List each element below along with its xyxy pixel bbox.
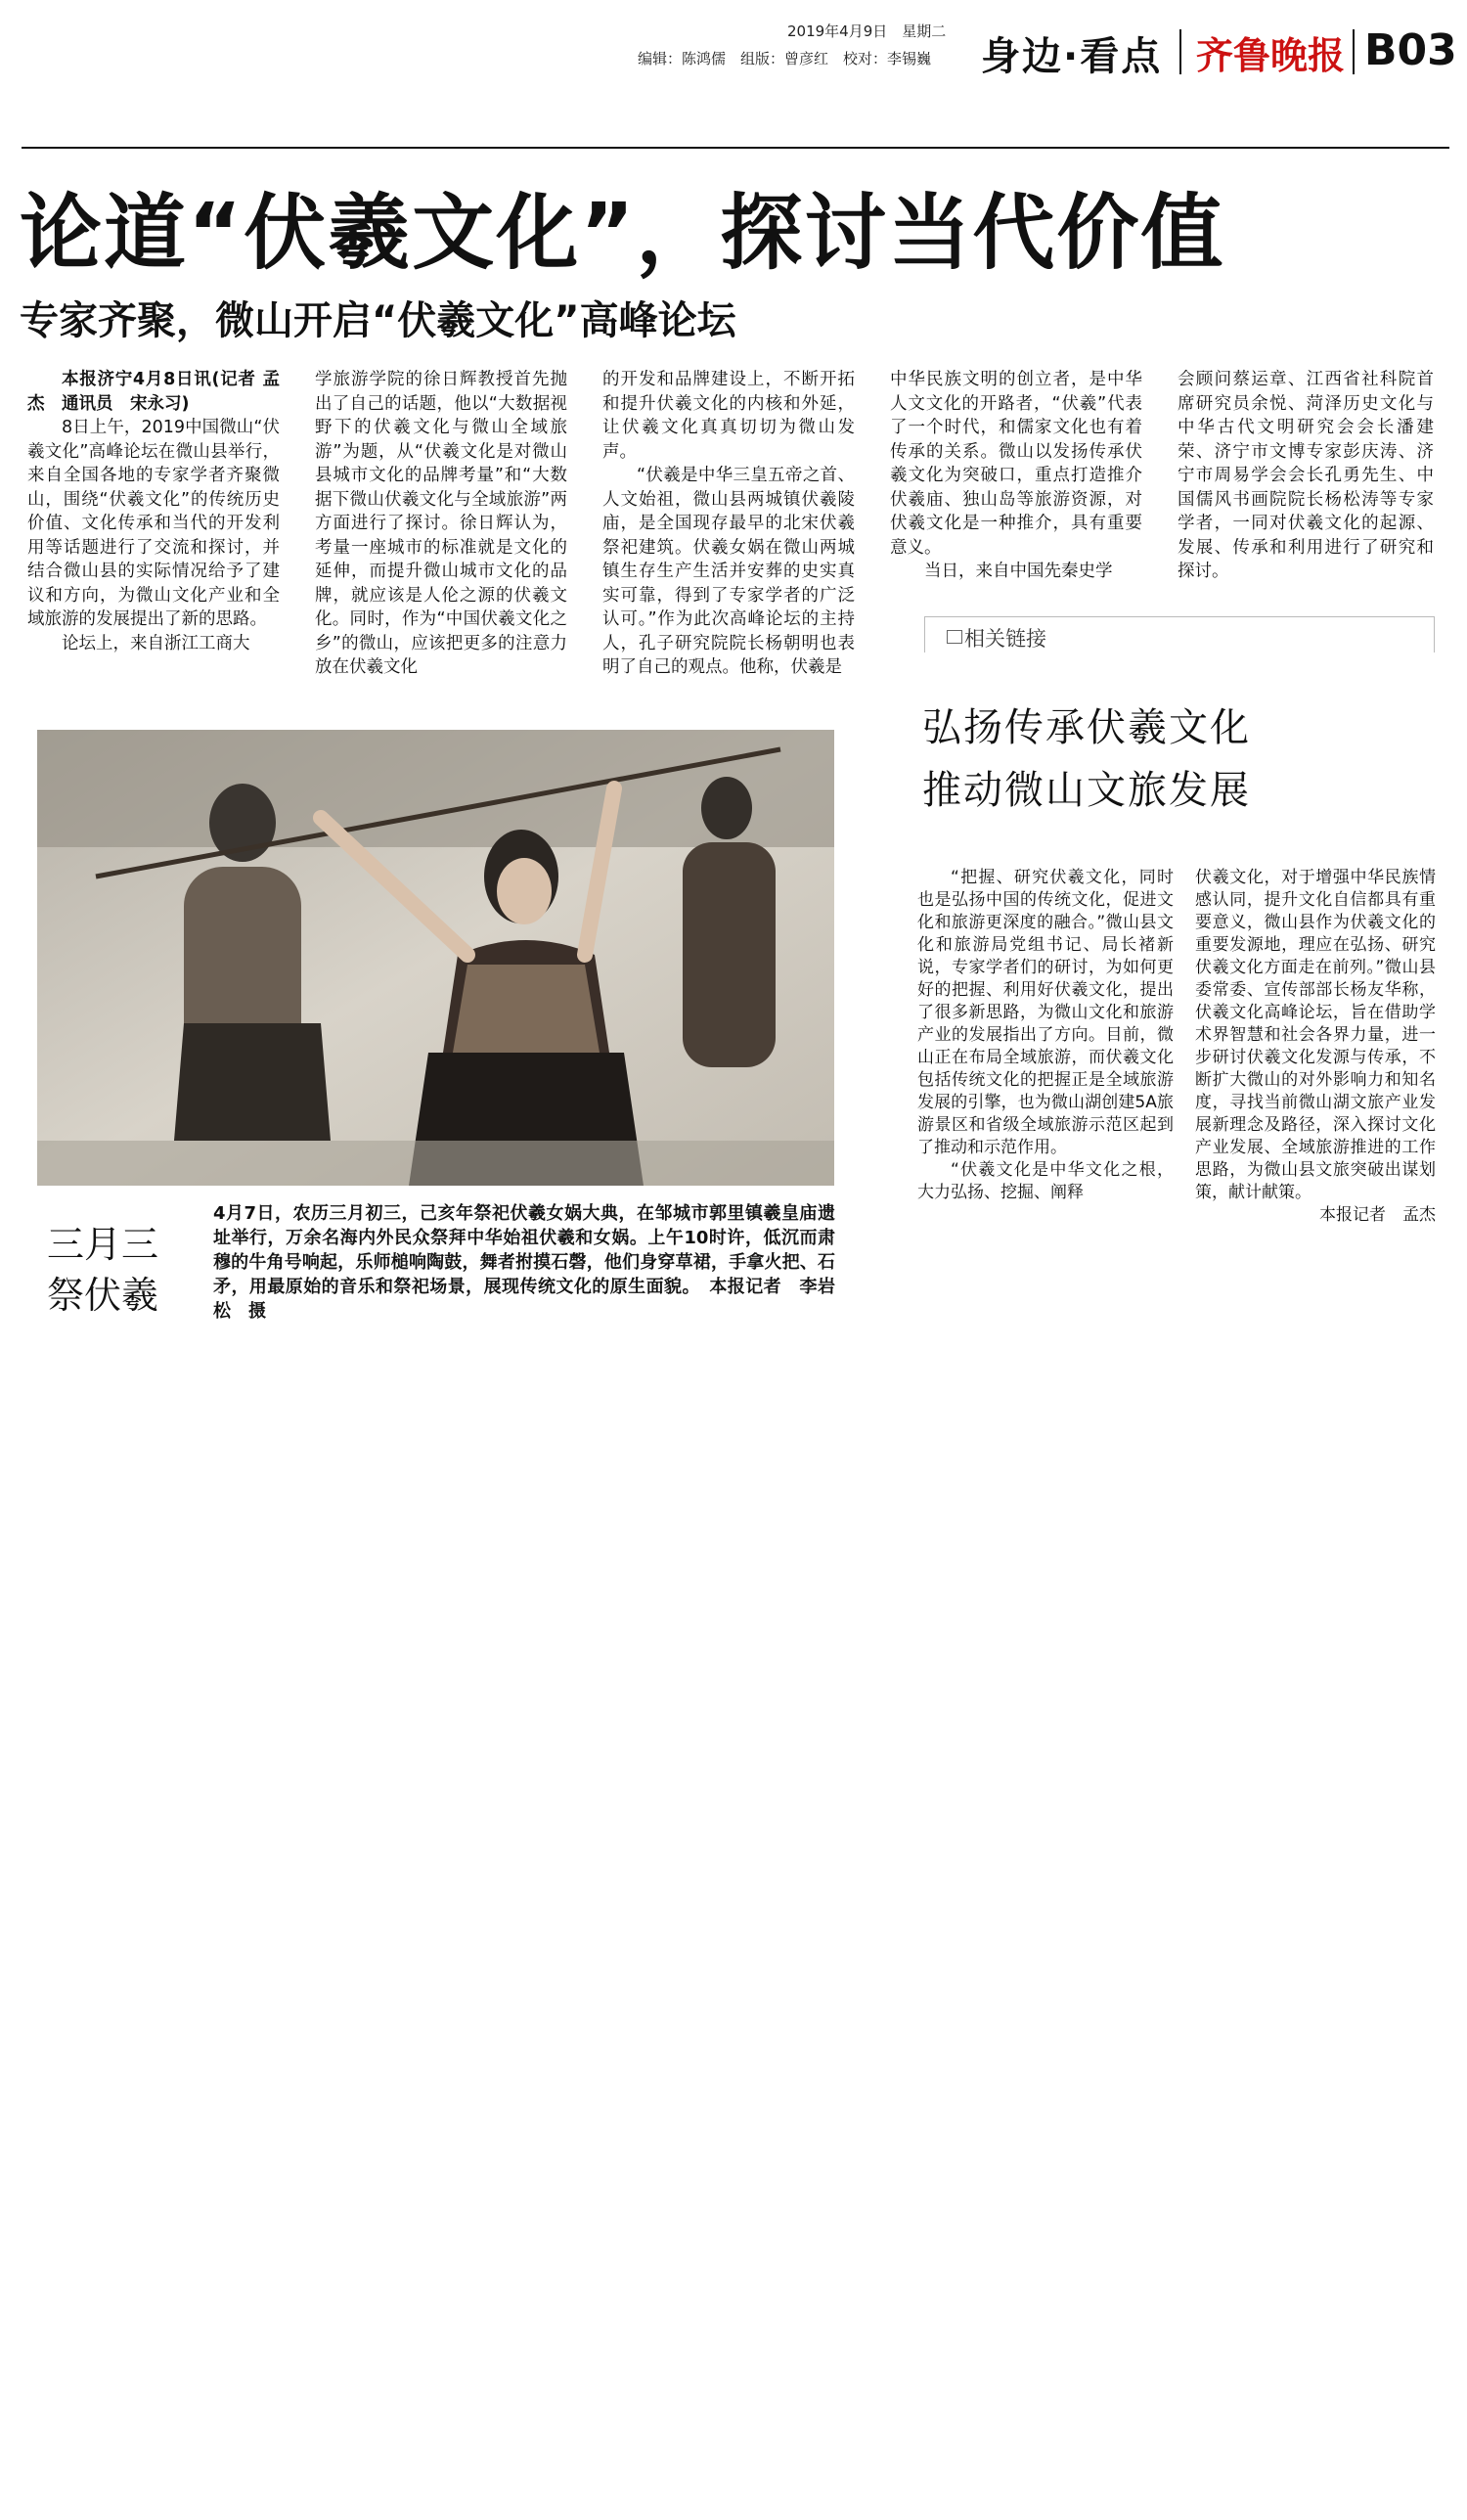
header-divider [1353,29,1355,74]
header-rule [22,147,1449,149]
caption-title-line: 三月三 [47,1223,159,1266]
sidebar-title [922,697,1251,822]
article-column-1 [27,368,280,714]
related-link-label: 相关链接 [964,627,1046,651]
article-column-3 [602,368,855,714]
paragraph: “把握、研究伏羲文化，同时也是弘扬中国的传统文化，促进文化和旅游更深度的融合。”微山县文化和旅游局党组书记、局长褚新说，专家学者们的研讨，为如何更好的把握、利用好伏羲文化，提出了很多新思路，为微山文化和旅游产业的发展指出了方向。目前，微山正在布局全域旅游，而伏羲文化包括传统文化的把握正是全域旅游发展的引擎，也为微山湖创建5A旅游景区和省级全域旅游示范区起到了推动和示范作用。 [917,868,1174,1157]
sidebar-signature: 本报记者 孟杰 [1319,1205,1436,1225]
header-divider [1179,29,1181,74]
paragraph: 8日上午，2019中国微山“伏羲文化”高峰论坛在微山县举行，来自全国各地的专家学者齐聚微山，围绕“伏羲文化”的传统历史价值、文化传承和当代的开发利用等话题进行了交流和探讨，并结合微山县的实际情况给予了建议和方向，为微山文化产业和全域旅游的发展提出了新的思路。 [27,418,280,629]
document-icon [947,630,962,644]
editors-line: 编辑：陈鸿儒 组版：曾彦红 校对：李锡巍 [638,50,932,68]
photo-caption-title [47,1219,158,1321]
sidebar-title-line: 推动微山文旅发展 [922,768,1251,813]
byline: 本报济宁4月8日讯(记者 孟杰 通讯员 宋永习) [27,370,280,414]
sidebar-column-2 [1195,867,1436,1346]
paragraph: 的开发和品牌建设上，不断开拓和提升伏羲文化的内核和外延，让伏羲文化真真切切为微山发声。 [602,370,855,462]
article-column-4 [890,368,1142,593]
paragraph: “伏羲文化是中华文化之根，大力弘扬、挖掘、阐释 [917,1160,1174,1202]
issue-date: 2019年4月9日 星期二 [787,22,947,40]
paragraph: 当日，来自中国先秦史学 [924,562,1113,581]
article-column-5 [1178,368,1434,593]
paragraph: 论坛上，来自浙江工商大 [62,633,250,653]
caption-title-line: 祭伏羲 [47,1274,159,1317]
paragraph: 中华民族文明的创立者，是中华人文文化的开路者，“伏羲”代表了一个时代，和儒家文化也有着传承的关系。微山以发扬传承伏羲文化为突破口，重点打造推介伏羲庙、独山岛等旅游资源，对伏羲文化是一种推介，具有重要意义。 [890,370,1142,558]
sidebar-title-line: 弘扬传承伏羲文化 [922,705,1251,750]
ritual-dance-photo [37,730,834,1186]
paragraph: 会顾问蔡运章、江西省社科院首席研究员余悦、菏泽历史文化与中华古代文明研究会会长潘建荣、济宁市文博专家彭庆涛、济宁市周易学会会长孔勇先生、中国儒风书画院院长杨松涛等专家学者，一同对伏羲文化的起源、发展、传承和利用进行了研究和探讨。 [1178,370,1434,581]
newspaper-logo: 齐鲁晚报 [1196,33,1346,77]
page-number: B03 [1364,25,1457,75]
photo-image [37,730,834,1186]
article-column-2 [315,368,567,714]
section-title: 身边·看点 [981,34,1163,79]
related-link-tab [924,616,1435,652]
subheadline: 专家齐聚，微山开启“伏羲文化”高峰论坛 [20,298,736,343]
sidebar-column-1 [917,867,1174,1346]
caption-text: 4月7日，农历三月初三，己亥年祭祀伏羲女娲大典，在邹城市郭里镇羲皇庙遗址举行，万余名海内外民众祭拜中华始祖伏羲和女娲。上午10时许，低沉而肃穆的牛角号响起，乐师槌响陶鼓，舞者拊摸石磬，他们身穿草裙，手拿火把、石矛，用最原始的音乐和祭祀场景，展现传统文化的原生面貌。 本报记者 李岩松 摄 [213,1203,835,1322]
paragraph: “伏羲是中华三皇五帝之首、人文始祖，微山县两城镇伏羲陵庙，是全国现存最早的北宋伏羲祭祀建筑。伏羲女娲在微山两城镇生存生产生活并安葬的史实真实可靠，得到了专家学者的广泛认可。”作为此次高峰论坛的主持人，孔子研究院院长杨朝明也表明了自己的观点。他称，伏羲是 [602,466,855,677]
headline: 论道“伏羲文化”，探讨当代价值 [20,185,1225,281]
photo-caption [213,1201,835,1338]
paragraph: 伏羲文化，对于增强中华民族情感认同，提升文化自信都具有重要意义，微山县作为伏羲文化的重要发源地，理应在弘扬、研究伏羲文化方面走在前列。”微山县委常委、宣传部部长杨友华称，伏羲文化高峰论坛，旨在借助学术界智慧和社会各界力量，进一步研讨伏羲文化发源与传承，不断扩大微山的对外影响力和知名度，寻找当前微山湖文旅产业发展新理念及路径，深入探讨文化产业发展、全域旅游推进的工作思路，为微山县文旅突破出谋划策，献计献策。 [1195,868,1436,1202]
paragraph: 学旅游学院的徐日辉教授首先抛出了自己的话题，他以“大数据视野下的伏羲文化与微山全域旅游”为题，从“伏羲文化是对微山县城市文化的品牌考量”和“大数据下微山伏羲文化与全域旅游”两方面进行了探讨。徐日辉认为，考量一座城市的标准就是文化的延伸，而提升微山城市文化的品牌，就应该是人伦之源的伏羲文化。同时，作为“中国伏羲文化之乡”的微山，应该把更多的注意力放在伏羲文化 [315,370,567,677]
